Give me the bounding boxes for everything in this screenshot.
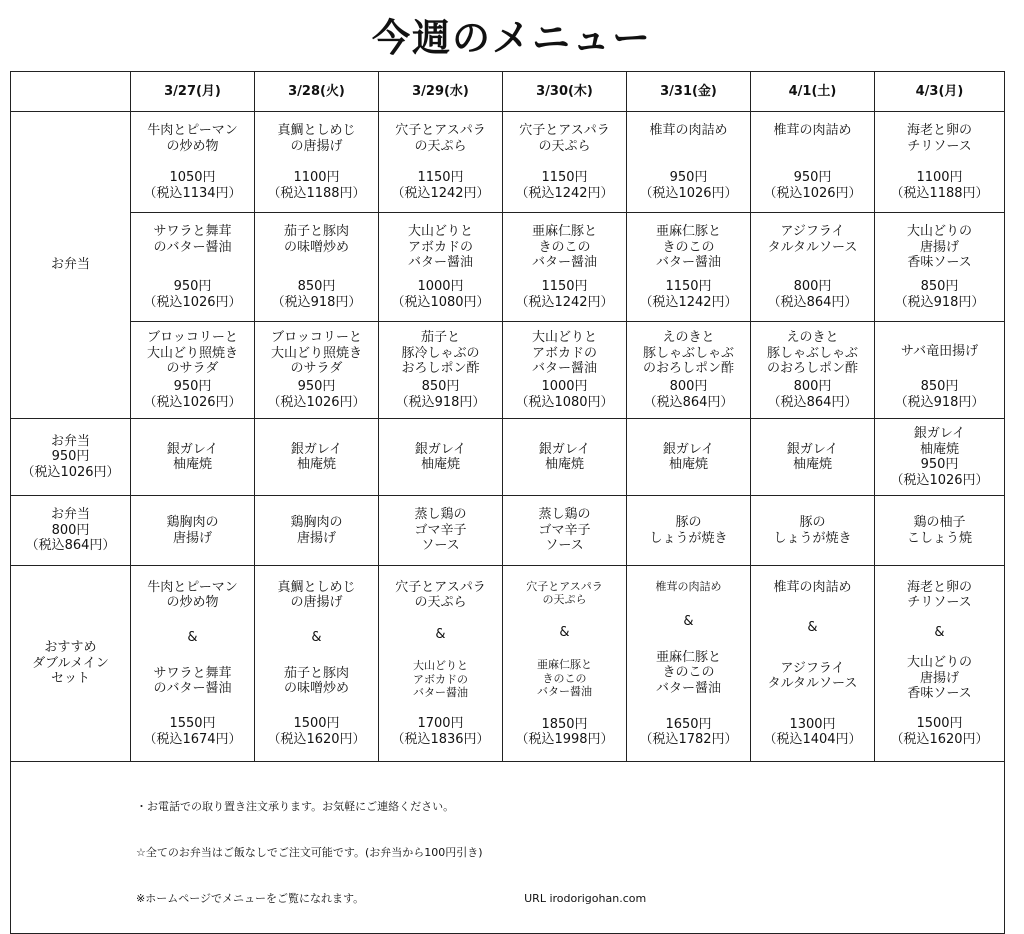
menu-cell: [751, 112, 875, 213]
main-dish-2: アジフライ タルタルソース: [767, 660, 858, 691]
ampersand: &: [683, 613, 694, 629]
bento-800-label: お弁当 800円 （税込864円）: [11, 496, 131, 566]
day-header: 3/30(木): [503, 72, 627, 112]
menu-cell: [503, 419, 627, 496]
menu-cell: [875, 322, 1005, 419]
menu-cell: [875, 496, 1005, 566]
dish-price: 1100円 （税込1188円）: [890, 170, 989, 201]
set-price: 1500円 （税込1620円）: [267, 716, 366, 747]
dish-name: 大山どりと アボカドの バター醤油: [531, 330, 597, 376]
dish-name: 銀ガレイ 柚庵焼: [290, 441, 343, 472]
dish-name: 銀ガレイ 柚庵焼: [414, 441, 467, 472]
dish-price: 950円 （税込1026円）: [143, 379, 242, 410]
day-header: 3/28(火): [255, 72, 379, 112]
dish-name: 穴子とアスパラ の天ぷら: [519, 123, 610, 154]
dish-name: 海老と卵の チリソース: [906, 123, 972, 154]
dish-name: サワラと舞茸 のバター醤油: [153, 224, 232, 255]
menu-cell: [875, 112, 1005, 213]
set-price: 1700円 （税込1836円）: [391, 716, 490, 747]
dish-price: 800円 （税込864円）: [767, 279, 858, 310]
menu-cell: [255, 112, 379, 213]
main-dish-2: 大山どりと アボカドの バター醤油: [413, 659, 468, 700]
double-cell: [379, 566, 503, 762]
main-dish-2: 亜麻仁豚と きのこの バター醤油: [537, 658, 592, 698]
dish-name: 豚の しょうが焼き: [773, 515, 852, 546]
main-dish-1: 真鯛としめじ の唐揚げ: [277, 579, 356, 610]
menu-cell: [751, 496, 875, 566]
menu-table: [10, 71, 1005, 934]
dish-name: 銀ガレイ 柚庵焼: [786, 441, 839, 472]
bento-800-row: [11, 496, 1005, 566]
main-dish-2: 茄子と豚肉 の味噌炒め: [283, 665, 349, 697]
dish-name: 椎茸の肉詰め: [649, 123, 728, 138]
dish-name: 亜麻仁豚と きのこの バター醤油: [531, 224, 597, 270]
dish-price: 1000円 （税込1080円）: [515, 379, 614, 410]
dish-name: アジフライ タルタルソース: [767, 224, 858, 255]
dish-price: 950円 （税込1026円）: [763, 170, 862, 201]
double-cell: [255, 566, 379, 762]
dish-name: 鶏胸肉の 唐揚げ: [290, 515, 343, 546]
menu-cell: [503, 322, 627, 419]
bento-row-3: [11, 322, 1005, 419]
dish-name: えのきと 豚しゃぶしゃぶ のおろしポン酢: [766, 330, 858, 376]
menu-cell: [255, 322, 379, 419]
dish-price: 950円 （税込1026円）: [639, 170, 738, 201]
note-no-rice: ☆全てのお弁当はご飯なしでご注文可能です。(お弁当から100円引き): [136, 846, 483, 859]
menu-cell: [131, 213, 255, 322]
dish-name: 亜麻仁豚と きのこの バター醤油: [655, 224, 721, 270]
dish-name: 椎茸の肉詰め: [773, 123, 852, 138]
double-cell: [503, 566, 627, 762]
notes-cell: [11, 762, 1005, 934]
menu-cell: [131, 112, 255, 213]
ampersand: &: [934, 625, 945, 641]
menu-cell: [131, 496, 255, 566]
menu-cell: [627, 496, 751, 566]
day-header: 4/3(月): [875, 72, 1005, 112]
day-header: 3/27(月): [131, 72, 255, 112]
menu-cell: [255, 419, 379, 496]
double-main-row: [11, 566, 1005, 762]
main-dish-2: 亜麻仁豚と きのこの バター醤油: [655, 649, 721, 696]
menu-cell: [503, 213, 627, 322]
day-header: 3/29(水): [379, 72, 503, 112]
main-dish-1: 牛肉とピーマン の炒め物: [147, 579, 238, 610]
set-price: 1850円 （税込1998円）: [515, 716, 614, 747]
double-cell: [751, 566, 875, 762]
note-phone-order: ・お電話での取り置き注文承ります。お気軽にご連絡ください。: [136, 800, 455, 813]
dish-name: 大山どりと アボカドの バター醤油: [407, 224, 473, 270]
dish-name: 鶏胸肉の 唐揚げ: [166, 515, 219, 546]
page-title: 今週のメニュー: [371, 16, 652, 60]
ampersand: &: [435, 627, 446, 643]
menu-cell: [627, 419, 751, 496]
set-price: 1300円 （税込1404円）: [763, 716, 862, 747]
dish-price: 950円 （税込1026円）: [143, 279, 242, 310]
menu-cell: [379, 419, 503, 496]
menu-cell: [379, 112, 503, 213]
main-dish-1: 椎茸の肉詰め: [655, 579, 722, 593]
bento-label: お弁当: [11, 112, 131, 419]
dish-price: 950円 （税込1026円）: [267, 379, 366, 410]
header-row: [11, 72, 1005, 112]
ampersand: &: [311, 630, 322, 646]
double-cell: [627, 566, 751, 762]
dish-price: 850円 （税込918円）: [271, 279, 362, 310]
bento-950-label: お弁当 950円 （税込1026円）: [11, 419, 131, 496]
menu-cell: [379, 496, 503, 566]
dish-name: 穴子とアスパラ の天ぷら: [395, 123, 486, 154]
menu-cell: [131, 419, 255, 496]
dish-name: えのきと 豚しゃぶしゃぶ のおろしポン酢: [642, 330, 734, 376]
menu-cell: [751, 419, 875, 496]
dish-name: 蒸し鶏の ゴマ辛子 ソース: [538, 507, 591, 554]
dish-name: 大山どりの 唐揚げ 香味ソース: [906, 224, 972, 270]
main-dish-1: 海老と卵の チリソース: [906, 579, 972, 610]
note-homepage: ※ホームページでメニューをご覧になれます。 URL irodorigohan.com: [136, 892, 647, 905]
dish-price: 800円 （税込864円）: [643, 379, 734, 410]
menu-cell: [503, 496, 627, 566]
ampersand: &: [807, 620, 818, 635]
menu-cell: [751, 322, 875, 419]
main-dish-2: 大山どりの 唐揚げ 香味ソース: [906, 655, 972, 702]
dish-price: 800円 （税込864円）: [767, 379, 858, 410]
day-header: 4/1(土): [751, 72, 875, 112]
dish-name: 銀ガレイ 柚庵焼: [166, 441, 219, 472]
bento-950-row: [11, 419, 1005, 496]
main-dish-2: サワラと舞茸 のバター醤油: [153, 665, 232, 697]
double-cell: [131, 566, 255, 762]
bento-row-2: [11, 213, 1005, 322]
menu-cell: [255, 213, 379, 322]
menu-cell: [627, 213, 751, 322]
set-price: 1650円 （税込1782円）: [639, 716, 738, 747]
main-dish-1: 穴子とアスパラ の天ぷら: [395, 579, 486, 610]
homepage-url[interactable]: URL irodorigohan.com: [524, 892, 647, 905]
dish-name: サバ竜田揚げ: [900, 344, 979, 359]
dish-name: 銀ガレイ 柚庵焼: [538, 441, 591, 472]
dish-name: 牛肉とピーマン の炒め物: [147, 123, 238, 154]
main-dish-1: 穴子とアスパラ の天ぷら: [526, 579, 603, 606]
dish-price: 850円 （税込918円）: [894, 379, 985, 410]
double-cell: [875, 566, 1005, 762]
ampersand: &: [187, 630, 198, 646]
dish-price: 1150円 （税込1242円）: [515, 279, 614, 310]
corner-cell: [11, 72, 131, 112]
ampersand: &: [559, 624, 570, 640]
dish-price: 1050円 （税込1134円）: [143, 170, 242, 201]
dish-name: 銀ガレイ 柚庵焼: [662, 441, 715, 472]
menu-cell: [379, 322, 503, 419]
dish-price: 1150円 （税込1242円）: [391, 170, 490, 201]
set-price: 1500円 （税込1620円）: [890, 716, 989, 747]
dish-name: 蒸し鶏の ゴマ辛子 ソース: [414, 507, 467, 554]
dish-name: 鶏の柚子 こしょう焼: [906, 515, 972, 546]
dish-price: 1150円 （税込1242円）: [639, 279, 738, 310]
dish-name: 豚の しょうが焼き: [649, 515, 728, 546]
menu-cell: [627, 322, 751, 419]
day-header: 3/31(金): [627, 72, 751, 112]
menu-cell: [255, 496, 379, 566]
menu-cell: [379, 213, 503, 322]
dish-price: 850円 （税込918円）: [395, 379, 486, 410]
menu-cell: [627, 112, 751, 213]
notes-row: [11, 762, 1005, 934]
dish-name: 茄子と 豚冷しゃぶの おろしポン酢: [401, 330, 480, 376]
dish-price: 850円 （税込918円）: [894, 279, 985, 310]
dish-name: 茄子と豚肉 の味噌炒め: [283, 224, 349, 255]
main-dish-1: 椎茸の肉詰め: [773, 579, 852, 595]
dish-name: 真鯛としめじ の唐揚げ: [277, 123, 356, 154]
double-main-label: おすすめ ダブルメイン セット: [11, 566, 131, 762]
menu-cell: [503, 112, 627, 213]
dish-price: 1150円 （税込1242円）: [515, 170, 614, 201]
menu-cell: [751, 213, 875, 322]
menu-cell: [875, 419, 1005, 496]
dish-name: ブロッコリーと 大山どり照焼き のサラダ: [270, 330, 362, 376]
bento-row-1: [11, 112, 1005, 213]
dish-price: 1000円 （税込1080円）: [391, 279, 490, 310]
dish-name: 銀ガレイ 柚庵焼 950円 （税込1026円）: [890, 426, 989, 488]
set-price: 1550円 （税込1674円）: [143, 716, 242, 747]
dish-name: ブロッコリーと 大山どり照焼き のサラダ: [146, 330, 238, 376]
dish-price: 1100円 （税込1188円）: [267, 170, 366, 201]
menu-cell: [875, 213, 1005, 322]
menu-cell: [131, 322, 255, 419]
